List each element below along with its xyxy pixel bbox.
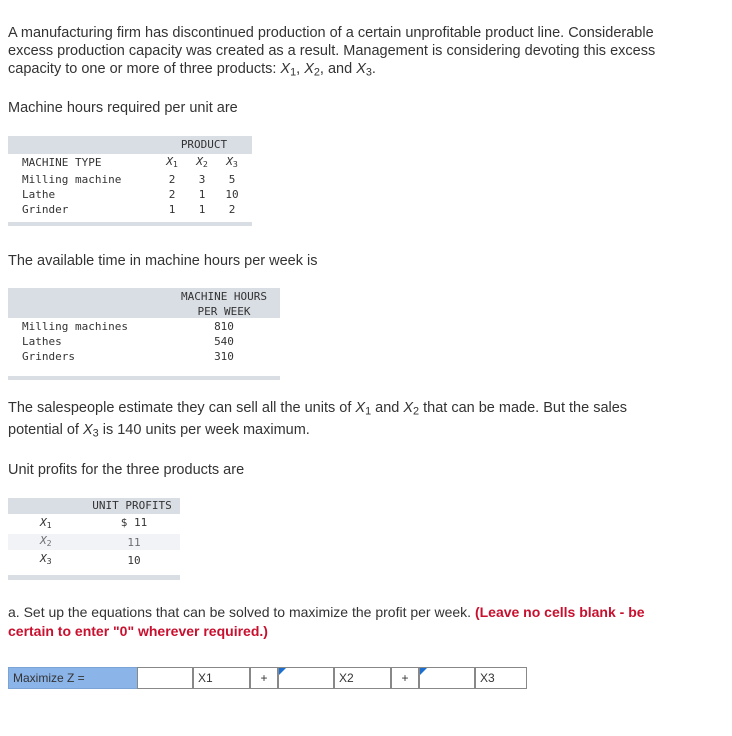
coefficient-x2-field[interactable]: [279, 668, 333, 688]
row-label-grinder: Grinder: [22, 203, 69, 216]
row-label-x1: $X_1$: [40, 516, 52, 531]
coefficient-x1-field[interactable]: [138, 668, 192, 688]
product-header-x2: $X_2$: [196, 155, 208, 170]
row-label-x2: $X_2$: [40, 534, 52, 549]
table-footer-band: [8, 575, 180, 580]
table-row-band: [8, 534, 180, 550]
product-header-x3: $X_3$: [226, 155, 238, 170]
table-cell: 540: [214, 335, 234, 348]
table-cell: 1: [168, 203, 176, 216]
sales-paragraph: [8, 399, 627, 439]
unit-profits-heading: Unit profits for the three products are: [8, 462, 245, 478]
table-cell: 810: [214, 320, 234, 333]
table-cell: 10: [225, 188, 239, 201]
unit-profits-header: UNIT PROFITS: [92, 499, 172, 512]
table-cell: 5: [228, 173, 236, 186]
machine-type-header: MACHINE TYPE: [22, 156, 102, 169]
table-cell: 11: [127, 536, 141, 549]
available-hours-table: [8, 288, 280, 380]
machine-hours-heading: Machine hours required per unit are: [8, 100, 238, 116]
row-label-x3: $X_3$: [40, 552, 52, 567]
row-label-lathe: Lathe: [22, 188, 56, 201]
table-cell: 10: [127, 554, 141, 567]
table-cell: 2: [228, 203, 236, 216]
intro-line-3: capacity to one or more of three products: $X_1$, $X_2$, and $X_3$.: [8, 61, 376, 79]
sales-line-1: The salespeople estimate they can sell all the units of $X_1$ and $X_2$ that can be made. But the sales: [8, 400, 628, 418]
question-line-2: certain to enter "0" wherever required.): [8, 623, 268, 639]
input-corner-marker: [279, 668, 286, 675]
x3-label: X3: [475, 667, 527, 689]
intro-line-1: A manufacturing firm has discontinued production of a certain unprofitable product line. Considerable: [8, 25, 654, 41]
coefficient-x1-input[interactable]: [137, 667, 193, 689]
unit-profits-table: [8, 498, 180, 580]
table-cell: 2: [168, 188, 176, 201]
table-cell: 3: [198, 173, 206, 186]
hours-header-line1: MACHINE HOURS: [180, 290, 268, 303]
plus-sign-1: +: [250, 667, 278, 689]
row-label-milling: Milling machine: [22, 173, 122, 186]
hours-header-line2: PER WEEK: [197, 305, 251, 318]
table-cell: 1: [198, 203, 206, 216]
available-heading: The available time in machine hours per week is: [8, 253, 318, 269]
x2-label: X2: [334, 667, 391, 689]
sales-line-2: potential of $X_3$ is 140 units per week maximum.: [8, 422, 310, 440]
plus-sign-2: +: [391, 667, 419, 689]
x1-label: X1: [193, 667, 250, 689]
table-cell: 1: [198, 188, 206, 201]
intro-paragraph: [8, 24, 655, 78]
table-footer-band: [8, 222, 252, 226]
intro-line-2: excess production capacity was created as a result. Management is considering devoting this excess: [8, 43, 656, 59]
coefficient-x3-input[interactable]: [419, 667, 475, 689]
row-label-lathes: Lathes: [22, 335, 62, 348]
table-footer-band: [8, 376, 280, 380]
question-line-1: a. Set up the equations that can be solved to maximize the profit per week. (Leave no cells blank - be: [8, 604, 645, 620]
row-label-grinders: Grinders: [22, 350, 75, 363]
coefficient-x3-field[interactable]: [420, 668, 474, 688]
question-text: [8, 603, 645, 641]
product-header-x1: $X_1$: [166, 155, 178, 170]
maximize-z-label: Maximize Z =: [8, 667, 138, 689]
input-corner-marker: [420, 668, 427, 675]
table-cell: 2: [168, 173, 176, 186]
machine-hours-table: [8, 136, 252, 226]
table-cell: 310: [214, 350, 234, 363]
product-group-header: PRODUCT: [180, 138, 228, 151]
coefficient-x2-input[interactable]: [278, 667, 334, 689]
row-label-milling-machines: Milling machines: [22, 320, 128, 333]
table-cell: $ 11: [120, 516, 148, 529]
